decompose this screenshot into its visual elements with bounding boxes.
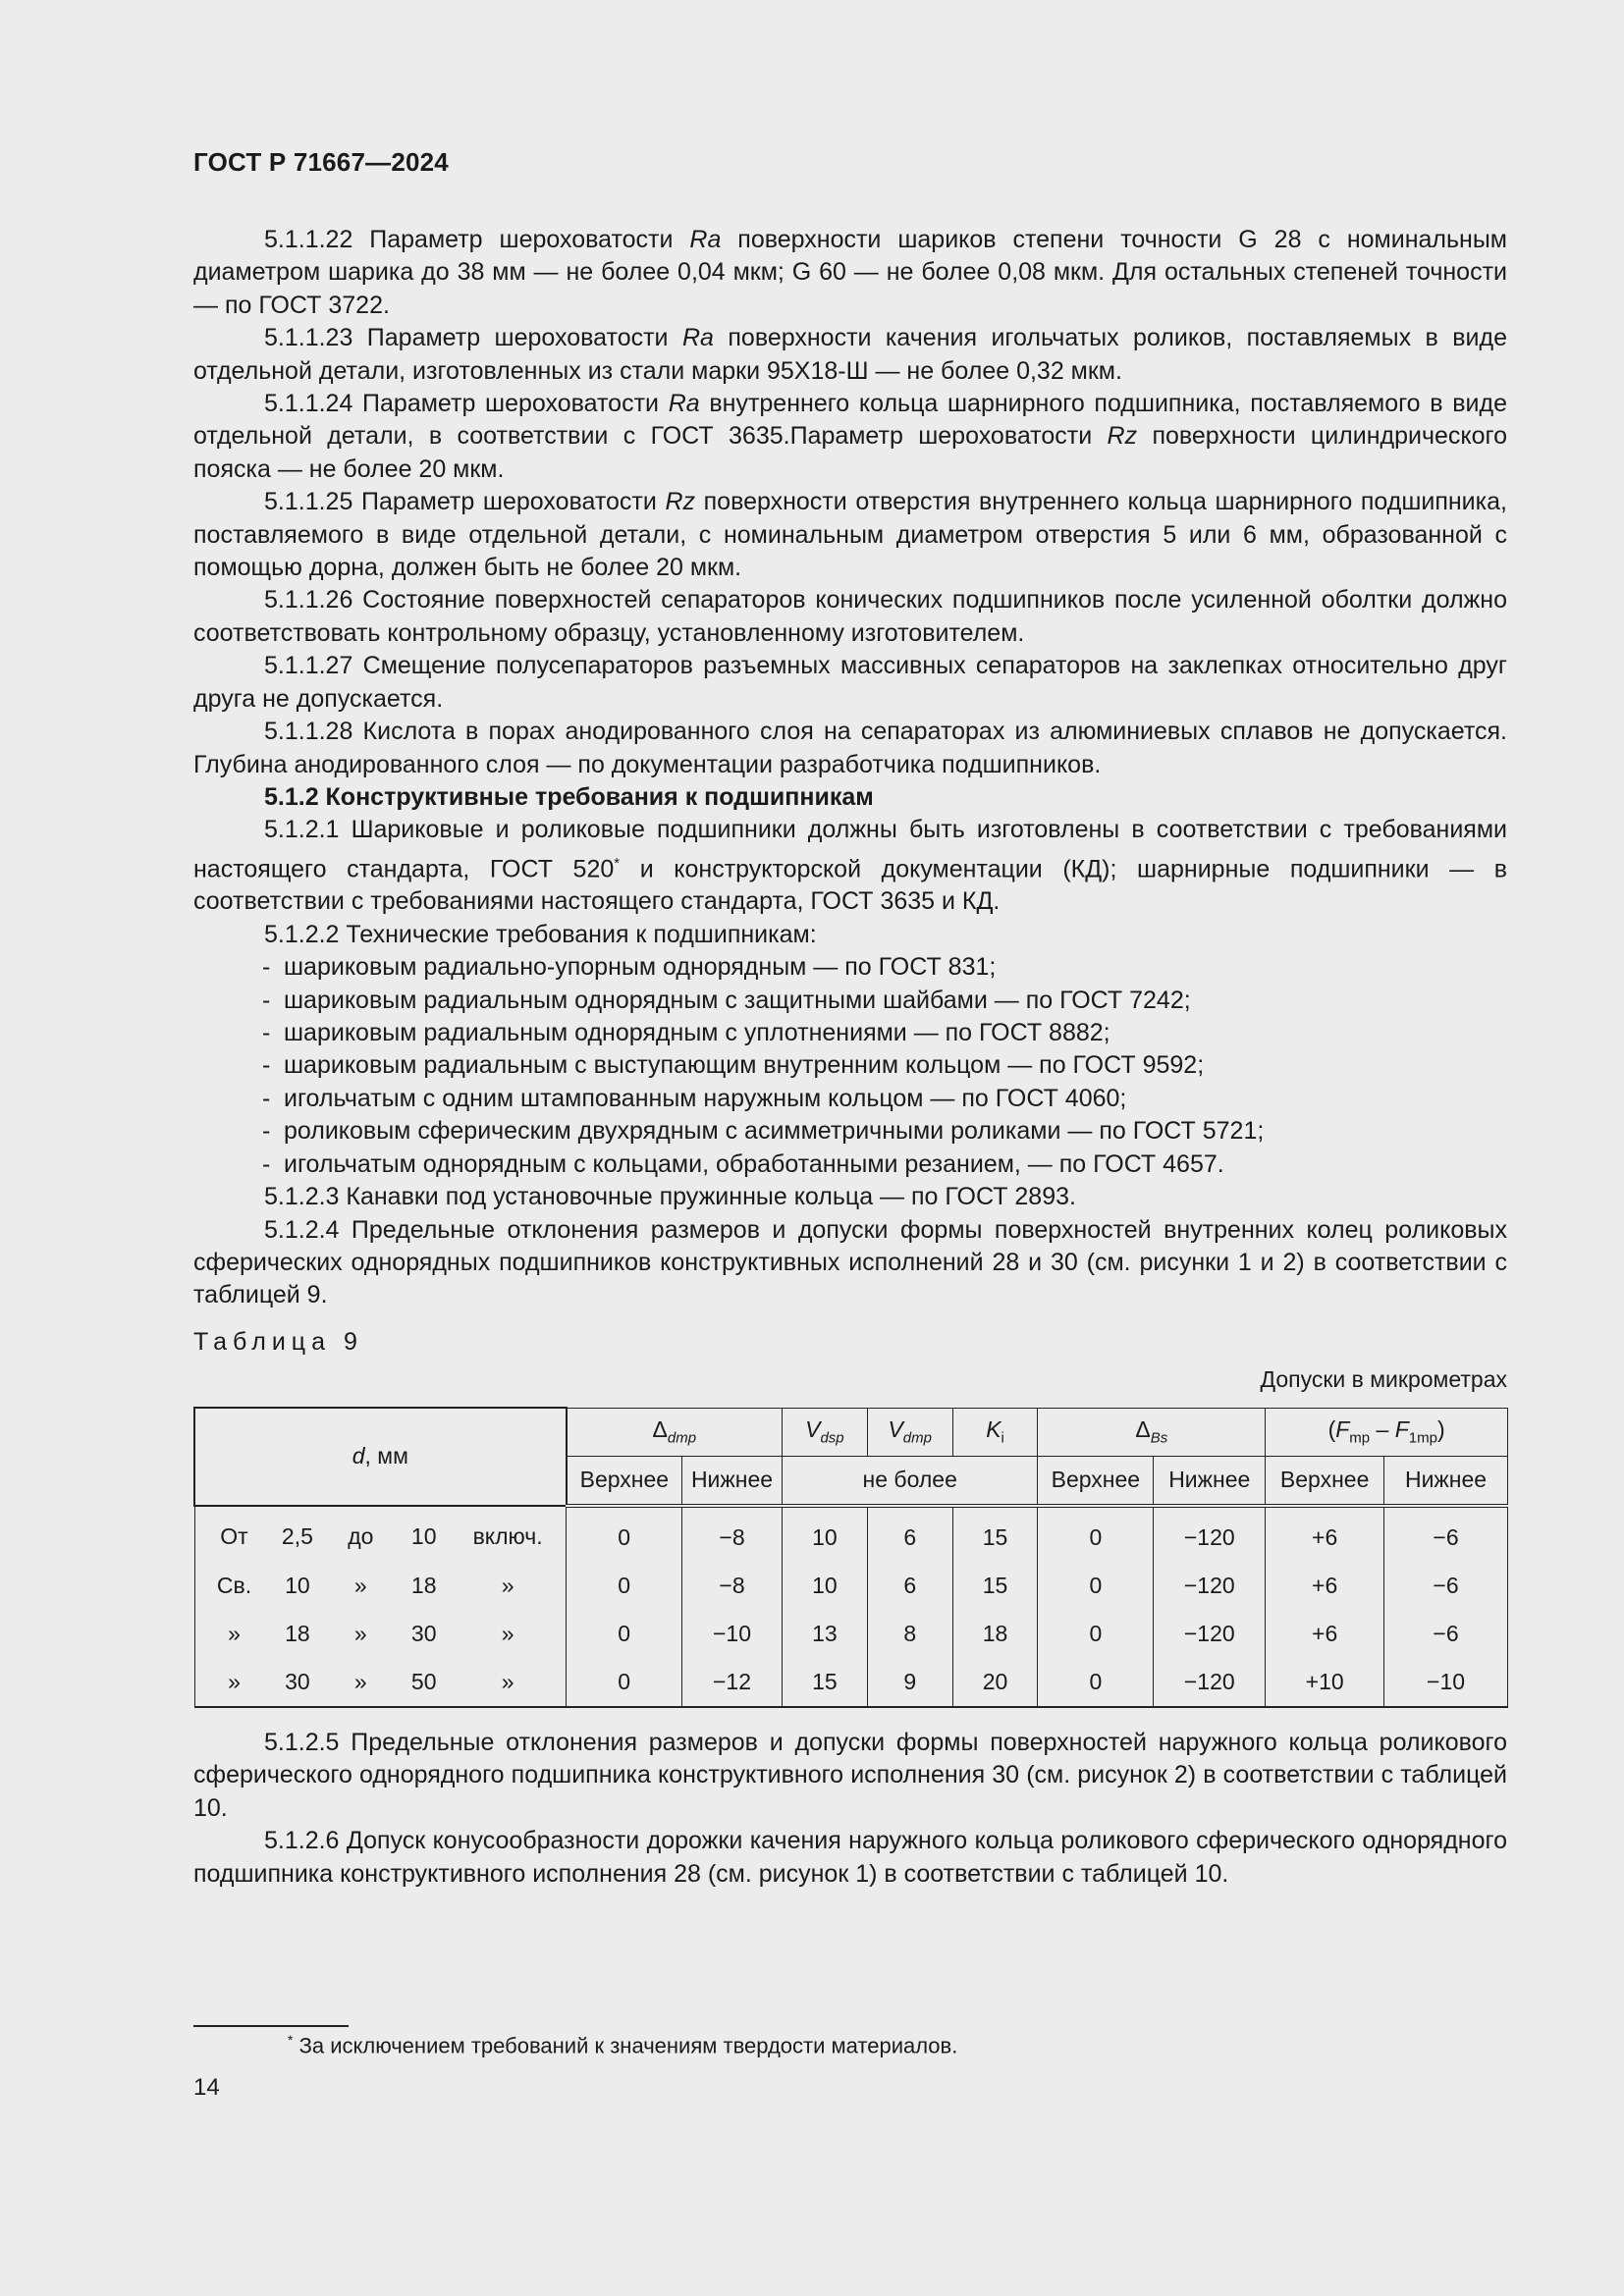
value-cell: +6 [1266, 1610, 1384, 1658]
range-suffix: » [501, 1572, 514, 1598]
table-caption: Таблица 9 [193, 1328, 363, 1356]
value-cell: −6 [1384, 1562, 1508, 1610]
list-dash: - [262, 1019, 271, 1047]
range-mid: » [353, 1620, 367, 1646]
header-symbol: F [1335, 1416, 1350, 1443]
value-cell: −120 [1154, 1506, 1266, 1562]
table-header-row-1 [194, 1408, 1508, 1456]
range-cell [194, 1506, 567, 1562]
range-cell [194, 1610, 567, 1658]
footnote-text: За исключением требований к значениям твердости материалов. [293, 2033, 958, 2058]
header-vdmp [867, 1408, 952, 1456]
value-cell: 9 [867, 1658, 952, 1707]
value-cell: 0 [1038, 1658, 1154, 1707]
paragraph-text: 5.1.1.25 Параметр шероховатости Rz поверхности отверстия внутреннего кольца шарнирного подшипника, поставляемого в виде отдельной детали, с номинальным диаметром отверстия 5 или 6 мм, образованной с помощью дорна, должен быть не более 20 мкм. [193, 488, 1507, 582]
value-cell: +6 [1266, 1562, 1384, 1610]
range-to: 50 [410, 1668, 437, 1694]
range-cell [194, 1562, 567, 1610]
header-subscript: mp [1349, 1429, 1371, 1447]
header-symbol: F [1394, 1416, 1409, 1443]
list-item [193, 1017, 1507, 1049]
value-cell: 6 [867, 1562, 952, 1610]
value-cell: 0 [567, 1506, 682, 1562]
paragraph-text: 5.1.1.23 Параметр шероховатости Ra поверхности качения игольчатых роликов, поставляемых в виде отдельной детали, изготовленных из стали марки 95Х18-Ш — не более 0,32 мкм. [193, 324, 1507, 385]
paragraph-5-1-2-1 [193, 814, 1507, 919]
paragraph-5-1-2-3: 5.1.2.3 Канавки под установочные пружинные кольца — по ГОСТ 2893. [264, 1183, 1076, 1211]
list-item-text: шариковым радиальным с выступающим внутренним кольцом — по ГОСТ 9592; [284, 1051, 1205, 1080]
range-mid: » [353, 1668, 367, 1694]
paragraph-5-1-2-2: 5.1.2.2 Технические требования к подшипникам: [264, 920, 817, 948]
footnote-ref: * [614, 854, 621, 872]
list-item [193, 951, 1507, 984]
range-from: 10 [285, 1572, 310, 1598]
range-mid: » [353, 1572, 367, 1598]
paragraph-5-1-1-26: 5.1.1.26 Состояние поверхностей сепараторов конических подшипников после усиленной оболтки должно соответствовать контрольному образцу, установленному изготовителем. [193, 586, 1507, 647]
value-cell: 20 [952, 1658, 1038, 1707]
value-cell: 10 [782, 1506, 867, 1562]
table-row [194, 1506, 1508, 1562]
header-symbol: K [986, 1416, 1001, 1443]
value-cell: −12 [682, 1658, 783, 1707]
list-item-text: шариковым радиальным однорядным с уплотнениями — по ГОСТ 8882; [284, 1019, 1110, 1047]
delta-symbol: Δ [652, 1416, 668, 1443]
value-cell: −6 [1384, 1610, 1508, 1658]
header-d-unit: , мм [364, 1443, 408, 1469]
body-text-bottom [193, 1727, 1507, 1891]
list-dash: - [262, 1117, 271, 1146]
footnote [288, 2032, 957, 2058]
section-heading-5-1-2: 5.1.2 Конструктивные требования к подшипникам [264, 782, 874, 811]
value-cell: 0 [567, 1562, 682, 1610]
range-suffix: включ. [472, 1523, 543, 1549]
table-body [194, 1506, 1508, 1707]
list-item-text: шариковым радиальным однорядным с защитными шайбами — по ГОСТ 7242; [284, 986, 1191, 1014]
value-cell: −8 [682, 1506, 783, 1562]
table-units-note: Допуски в микрометрах [1260, 1366, 1507, 1392]
paragraph-text-a: 5.1.2.1 Шариковые и роликовые подшипники должны быть изготовлены в соответствии с требованиями настоящего стандарта, ГОСТ 520 [193, 816, 1507, 883]
paragraph-5-1-1-27: 5.1.1.27 Смещение полусепараторов разъемных массивных сепараторов на заклепках относительно друг друга не допускается. [193, 652, 1507, 713]
list-item [193, 985, 1507, 1017]
header-not-more: не более [782, 1456, 1037, 1506]
header-delta-bs [1038, 1408, 1266, 1456]
range-suffix: » [501, 1620, 514, 1646]
value-cell: 0 [1038, 1562, 1154, 1610]
paren: ) [1436, 1416, 1445, 1443]
list-item-text: игольчатым с одним штампованным наружным кольцом — по ГОСТ 4060; [284, 1084, 1127, 1112]
table-row [194, 1610, 1508, 1658]
value-cell: 10 [782, 1562, 867, 1610]
paragraph-5-1-1-25 [193, 486, 1507, 584]
list-item [193, 1148, 1507, 1181]
range-cell [194, 1658, 567, 1707]
paragraph-5-1-2-5: 5.1.2.5 Предельные отклонения размеров и допуски формы поверхностей наружного кольца роликового сферического однорядного подшипника конструктивного исполнения 30 (см. рисунок 2) в соответствии с таблицей 10. [193, 1729, 1507, 1822]
footnote-separator [193, 2025, 349, 2027]
list-item-text: шариковым радиально-упорным однорядным — по ГОСТ 831; [284, 953, 997, 982]
header-subscript: 1mp [1408, 1429, 1437, 1447]
page-number: 14 [193, 2074, 220, 2101]
range-to: 30 [410, 1620, 437, 1646]
range-from: 18 [285, 1620, 310, 1646]
value-cell: +10 [1266, 1658, 1384, 1707]
header-subscript: dsp [820, 1429, 844, 1447]
list-dash: - [262, 1084, 271, 1112]
value-cell: 18 [952, 1610, 1038, 1658]
minus: – [1370, 1416, 1395, 1443]
value-cell: −120 [1154, 1658, 1266, 1707]
list-dash: - [262, 986, 271, 1014]
range-prefix: Св. [216, 1572, 252, 1598]
list-item [193, 1083, 1507, 1115]
value-cell: −120 [1154, 1610, 1266, 1658]
footnote-mark: * [288, 2032, 294, 2048]
document-header: ГОСТ Р 71667—2024 [193, 147, 449, 177]
header-delta-dmp [567, 1408, 783, 1456]
value-cell: 8 [867, 1610, 952, 1658]
list-item-text: роликовым сферическим двухрядным с асимметричными роликами — по ГОСТ 5721; [284, 1117, 1265, 1146]
value-cell: 0 [567, 1658, 682, 1707]
list-dash: - [262, 953, 271, 982]
value-cell: 15 [952, 1562, 1038, 1610]
header-ki [952, 1408, 1038, 1456]
range-prefix: » [228, 1620, 241, 1646]
paragraph-text-b: и конструкторской документации (КД); шарнирные подшипники — в соответствии с требованиями настоящего стандарта, ГОСТ 3635 и КД. [193, 855, 1508, 916]
range-from: 30 [285, 1668, 310, 1694]
header-subscript: dmp [667, 1429, 697, 1447]
header-lower: Нижнее [1384, 1456, 1508, 1506]
paragraph-text: 5.1.1.22 Параметр шероховатости Ra поверхности шариков степени точности G 28 с номинальным диаметром шарика до 38 мм — не более 0,04 мкм; G 60 — не более 0,08 мкм. Для остальных степеней точности — по ГОСТ 3722. [193, 226, 1507, 319]
paragraph-text: 5.1.1.24 Параметр шероховатости Ra внутреннего кольца шарнирного подшипника, поставляемого в виде отдельной детали, в соответствии с ГОСТ 3635.Параметр шероховатости Rz поверхности цилиндрического пояска — не более 20 мкм. [193, 390, 1508, 483]
range-to: 18 [410, 1572, 437, 1598]
value-cell: 13 [782, 1610, 867, 1658]
value-cell: 0 [1038, 1610, 1154, 1658]
value-cell: 15 [782, 1658, 867, 1707]
list-item [193, 1115, 1507, 1148]
header-subscript: i [1001, 1429, 1004, 1447]
header-subscript: Bs [1150, 1429, 1168, 1447]
body-text-top [193, 224, 1507, 1312]
value-cell: −6 [1384, 1506, 1508, 1562]
value-cell: 0 [567, 1610, 682, 1658]
header-d [194, 1408, 567, 1506]
table-9 [193, 1407, 1508, 1708]
paragraph-5-1-1-22 [193, 224, 1507, 322]
value-cell: −10 [682, 1610, 783, 1658]
header-upper: Верхнее [1038, 1456, 1154, 1506]
list-item [193, 1049, 1507, 1082]
paragraph-5-1-1-24 [193, 388, 1507, 486]
header-lower: Нижнее [682, 1456, 783, 1506]
header-d-symbol: d [352, 1443, 365, 1469]
header-upper: Верхнее [567, 1456, 682, 1506]
paren: ( [1327, 1416, 1336, 1443]
paragraph-5-1-1-23 [193, 322, 1507, 388]
paragraph-5-1-1-28: 5.1.1.28 Кислота в порах анодированного слоя на сепараторах из алюминиевых сплавов не допускается. Глубина анодированного слоя — по документации разработчика подшипников. [193, 718, 1507, 778]
value-cell: 6 [867, 1506, 952, 1562]
list-item-text: игольчатым однорядным с кольцами, обработанными резанием, — по ГОСТ 4657. [284, 1149, 1224, 1178]
value-cell: −10 [1384, 1658, 1508, 1707]
range-to: 10 [410, 1523, 437, 1549]
range-suffix: » [501, 1668, 514, 1694]
range-mid: до [348, 1523, 374, 1549]
header-symbol: V [805, 1416, 821, 1443]
range-prefix: От [220, 1523, 248, 1549]
value-cell: −120 [1154, 1562, 1266, 1610]
list-dash: - [262, 1051, 271, 1080]
range-prefix: » [228, 1668, 241, 1694]
value-cell: +6 [1266, 1506, 1384, 1562]
header-subscript: dmp [902, 1429, 932, 1447]
value-cell: 15 [952, 1506, 1038, 1562]
delta-symbol: Δ [1135, 1416, 1151, 1443]
list-dash: - [262, 1149, 271, 1178]
header-upper: Верхнее [1266, 1456, 1384, 1506]
value-cell: 0 [1038, 1506, 1154, 1562]
value-cell: −8 [682, 1562, 783, 1610]
header-vdsp [782, 1408, 867, 1456]
range-from: 2,5 [281, 1523, 313, 1549]
table-row [194, 1562, 1508, 1610]
paragraph-5-1-2-6: 5.1.2.6 Допуск конусообразности дорожки качения наружного кольца роликового сферического однорядного подшипника конструктивного исполнения 28 (см. рисунок 1) в соответствии с таблицей 10. [193, 1827, 1507, 1888]
header-f-diff [1266, 1408, 1508, 1456]
table-row [194, 1658, 1508, 1707]
header-lower: Нижнее [1154, 1456, 1266, 1506]
header-symbol: V [888, 1416, 903, 1443]
paragraph-5-1-2-4: 5.1.2.4 Предельные отклонения размеров и допуски формы поверхностей внутренних колец роликовых сферических однорядных подшипников конструктивных исполнений 28 и 30 (см. рисунки 1 и 2) в соответствии с таблицей 9. [193, 1215, 1507, 1309]
